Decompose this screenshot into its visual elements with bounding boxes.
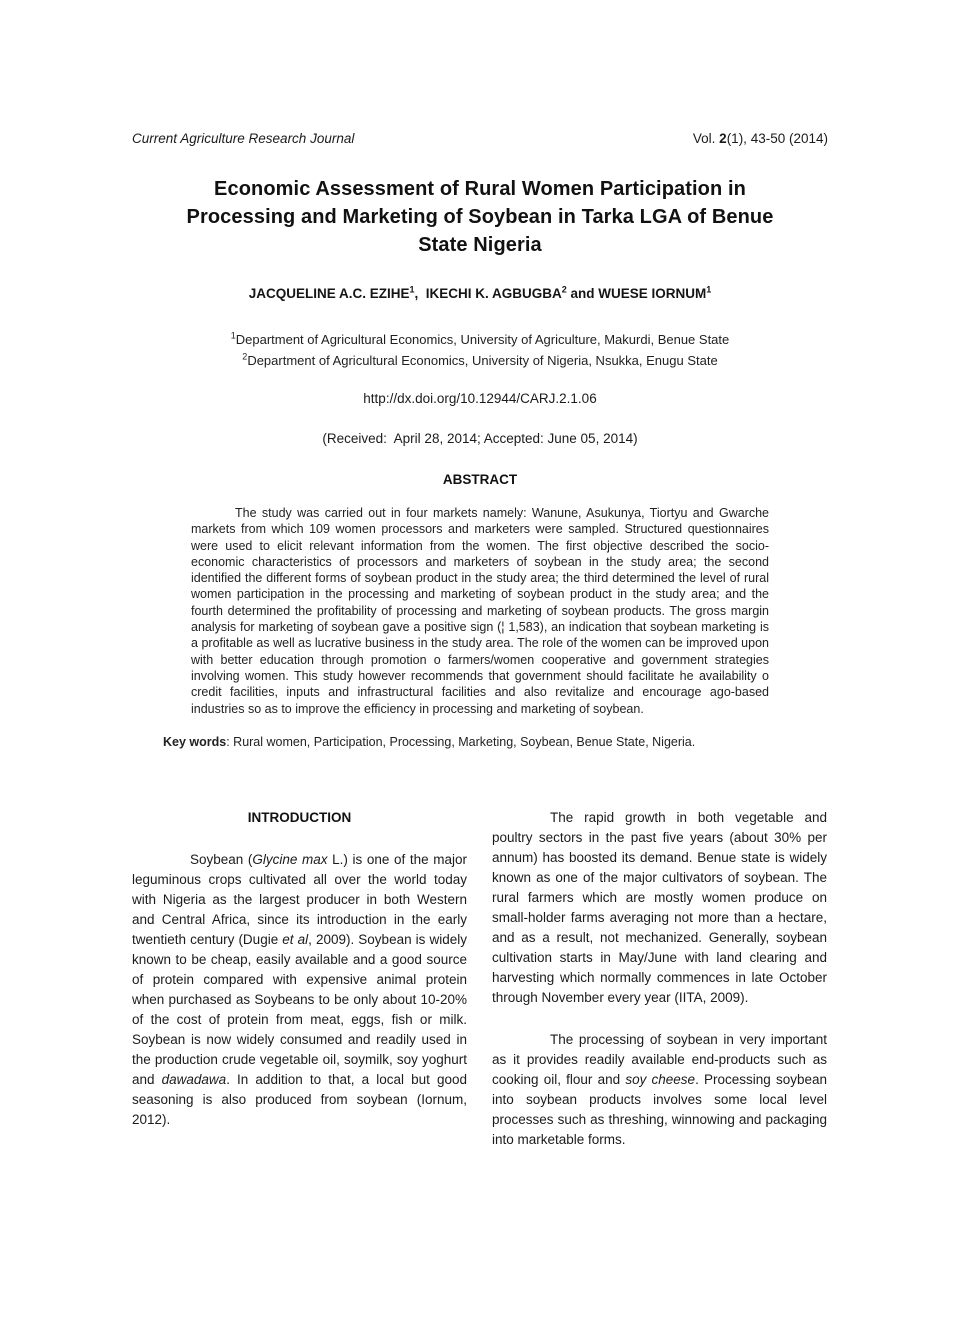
affiliations	[0, 329, 960, 371]
lc-p1-run-5: , 2009). Soybean is widely known to be cheap, easily available and a good source of protein compared with expensive animal protein when purchased as Soybeans to be only about 10-20% of the cost of protein from meat, eggs, fish or milk. Soybean is now widely consumed and readily used in the production crude vegetable oil, soymilk, soy yoghurt and	[132, 932, 467, 1088]
left-column	[132, 808, 467, 1150]
author-separator-1: ,	[414, 286, 426, 301]
received-accepted-dates: (Received: April 28, 2014; Accepted: June 05, 2014)	[322, 431, 638, 446]
article-title-line-2: Processing and Marketing of Soybean in Tarka LGA of Benue	[186, 206, 774, 228]
left-column-paragraph-1	[132, 850, 467, 1130]
authors-line	[0, 285, 960, 302]
right-column-paragraph-2	[492, 1030, 827, 1150]
right-column	[492, 808, 827, 1150]
rc-p2-soy-cheese: soy cheese	[625, 1072, 696, 1088]
author-3-name: and WUESE IORNUM	[566, 286, 707, 301]
keywords-label: Key words	[163, 734, 227, 749]
author-2-name: IKECHI K. AGBUGBA	[425, 286, 562, 301]
article-title-line-1: Economic Assessment of Rural Women Participation in	[214, 178, 746, 200]
lc-p1-run-3: L.) is one of the major leguminous crops cultivated all over the world today with Nigeria as the largest producer in both Western and Central Africa, since its introduction in the early twentieth century (Dugie	[132, 852, 467, 948]
affiliation-2	[0, 350, 960, 371]
affiliation-2-mark: 2	[242, 351, 248, 362]
lc-p1-dawadawa: dawadawa	[161, 1072, 227, 1088]
author-1-affiliation-mark: 1	[409, 284, 415, 295]
author-1-name: JACQUELINE A.C. EZIHE	[248, 286, 410, 301]
rc-p2-run-3: . Processing soybean into soybean products involves some local level processes such as threshing, winnowing and packaging into marketable forms.	[492, 1072, 828, 1148]
abstract-heading: ABSTRACT	[442, 472, 518, 487]
author-3-affiliation-mark: 1	[706, 284, 712, 295]
doi-link: http://dx.doi.org/10.12944/CARJ.2.1.06	[363, 391, 597, 406]
keywords-text: : Rural women, Participation, Processing, Marketing, Soybean, Benue State, Nigeria.	[226, 734, 696, 749]
lc-p1-species-name: Glycine max	[252, 852, 328, 868]
article-title-line-3: State Nigeria	[418, 234, 542, 256]
lc-p1-run-1: Soybean (	[190, 852, 253, 868]
affiliation-1-mark: 1	[230, 330, 236, 341]
journal-name: Current Agriculture Research Journal	[132, 131, 355, 146]
affiliation-1-text: Department of Agricultural Economics, University of Agriculture, Makurdi, Benue State	[235, 332, 730, 347]
keywords-line	[163, 734, 810, 750]
volume-issue-info	[693, 130, 828, 147]
author-2-affiliation-mark: 2	[561, 284, 567, 295]
abstract-section	[191, 505, 769, 717]
right-column-paragraph-1: The rapid growth in both vegetable and poultry sectors in the past five years (about 30% per annum) has boosted its demand. Benue state is widely known as one of the major cultivators of soybean. The rural farmers which are mostly women produce on small-holder farms averaging not more than a hectare, and as a result, not mechanized. Generally, soybean cultivation starts in May/June with land clearing and harvesting which normally commences in late October through November every year (IITA, 2009).	[492, 810, 827, 1006]
lc-p1-run-7: . In addition to that, a local but good seasoning is also produced from soybean (Iornum, 2012).	[132, 1072, 467, 1128]
introduction-heading: INTRODUCTION	[247, 810, 352, 826]
affiliation-2-text: Department of Agricultural Economics, University of Nigeria, Nsukka, Enugu State	[247, 353, 718, 368]
lc-p1-et-al: et al	[282, 932, 309, 948]
rc-p2-run-1: The processing of soybean in very important as it provides readily available end-products such as cooking oil, flour and	[492, 1032, 827, 1088]
page-header	[0, 0, 960, 147]
two-column-body	[132, 808, 828, 1150]
volume-suffix: (1), 43-50 (2014)	[726, 131, 828, 146]
affiliation-1	[0, 329, 960, 350]
volume-number: 2	[719, 131, 727, 146]
volume-prefix: Vol.	[692, 131, 720, 146]
article-title	[110, 175, 850, 259]
abstract-text: The study was carried out in four markets namely: Wanune, Asukunya, Tiortyu and Gwarche markets from which 109 women processors and marketers were sampled. Structured questionnaires were used to elicit relevant information from the women. The first objective described the socio-economic characteristics of processors and marketers of soybean in the study area; the second identified the different forms of soybean product in the study area; the third determined the level of rural women participation in the processing and marketing of soybean product in the study area; and the fourth determined the profitability of processing and marketing of soybean products. The gross margin analysis for marketing of soybean gave a positive sign (¦ 1,583), an indication that soybean marketing is a profitable as well as lucrative business in the study area. The role of the women can be improved upon with better education through promotion o farmers/women cooperative and government strategies involving women. This study however recommends that government should facilitate he availability o credit facilities, inputs and infrastructural facilities and also revitalize and encourage ago-based industries so as to improve the efficiency in processing and marketing of soybean.	[191, 506, 769, 716]
